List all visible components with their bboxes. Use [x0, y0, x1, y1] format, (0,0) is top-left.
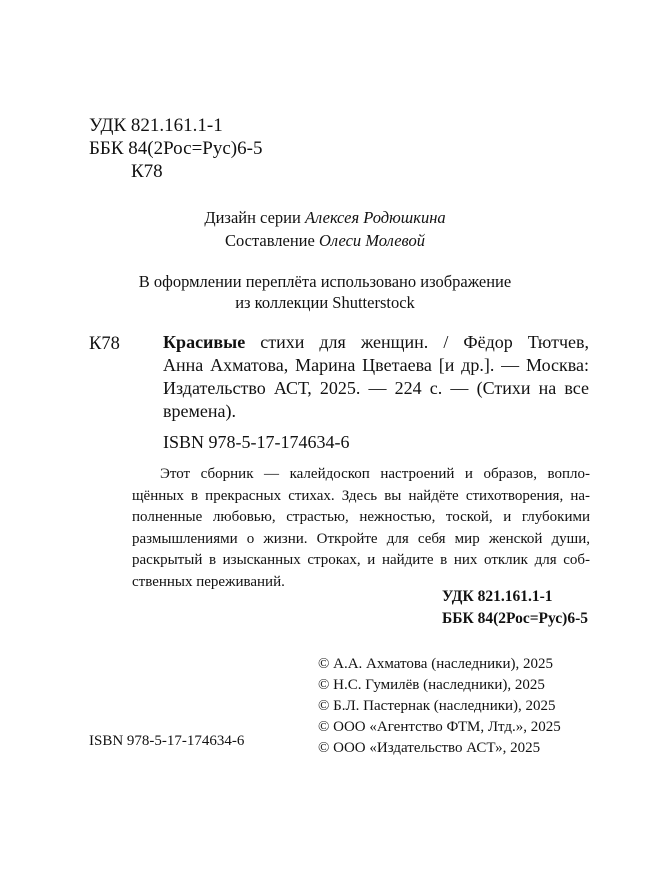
annotation-line-5: раскрытый в изысканных строках, и найдите в них отклик для соб-: [132, 552, 590, 568]
udk-code: УДК 821.161.1-1: [89, 115, 223, 136]
bibliography-line-1: [163, 331, 589, 354]
author-mark: К78: [131, 161, 163, 182]
bbk-code-bold: ББК 84(2Рос=Рус)6-5: [441, 610, 588, 627]
book-title-bold: Красивые: [163, 332, 246, 352]
compilation-credit: [0, 229, 650, 252]
image-credit-note: [0, 271, 650, 313]
image-note-line-1: В оформлении переплёта использовано изображение: [138, 272, 512, 291]
annotation-line-1: Этот сборник — калейдоскоп настроений и образов, вопло-: [160, 466, 590, 482]
copyright-line: © Б.Л. Пастернак (наследники), 2025: [318, 698, 556, 714]
classification-codes: [89, 114, 262, 183]
annotation-line-4: размышлениями о жизни. Откройте для себя мир женской души,: [132, 530, 590, 547]
bibliographic-record: [163, 331, 589, 423]
annotation-line-2: щённых в прекрасных стихах. Здесь вы найдёте стихотворения, на-: [132, 487, 590, 504]
series-designer-name: Алексея Родюшкина: [304, 208, 446, 227]
bbk-code: ББК 84(2Рос=Рус)6-5: [89, 138, 263, 159]
copyright-line: © ООО «Издательство АСТ», 2025: [318, 740, 541, 756]
isbn-main: ISBN 978-5-17-174634-6: [163, 432, 350, 452]
credits: [0, 206, 650, 252]
image-note-line-2: из коллекции Shutterstock: [235, 293, 415, 312]
bibliography-line-2: Анна Ахматова, Марина Цветаева [и др.]. — Москва:: [163, 355, 589, 375]
series-design-prefix: Дизайн серии: [204, 208, 305, 227]
bibliography-line-3: Издательство АСТ, 2025. — 224 с. — (Стихи на все: [163, 378, 589, 398]
copyright-line: © ООО «Агентство ФТМ, Лтд.», 2025: [318, 719, 561, 735]
compiler-name: Олеси Молевой: [318, 231, 426, 250]
copyright-line: © А.А. Ахматова (наследники), 2025: [318, 656, 553, 672]
isbn-bottom: ISBN 978-5-17-174634-6: [89, 733, 245, 749]
series-design-credit: [0, 206, 650, 229]
bibliography-line-4: времена).: [163, 401, 236, 421]
annotation-line-3: полненные любовью, страстью, нежностью, тоской, и глубокими: [132, 509, 590, 525]
annotation: [132, 464, 590, 593]
copyright-notices: [318, 654, 561, 759]
classification-codes-bold: [442, 586, 588, 630]
bibliography-author-mark: К78: [89, 334, 120, 354]
copyright-line: © Н.С. Гумилёв (наследники), 2025: [318, 677, 545, 693]
annotation-line-6: ственных переживаний.: [132, 573, 285, 590]
compilation-prefix: Составление: [224, 231, 319, 250]
udk-code-bold: УДК 821.161.1-1: [441, 588, 553, 605]
bibliography-line-1-rest: стихи для женщин. / Фёдор Тютчев,: [245, 332, 589, 352]
